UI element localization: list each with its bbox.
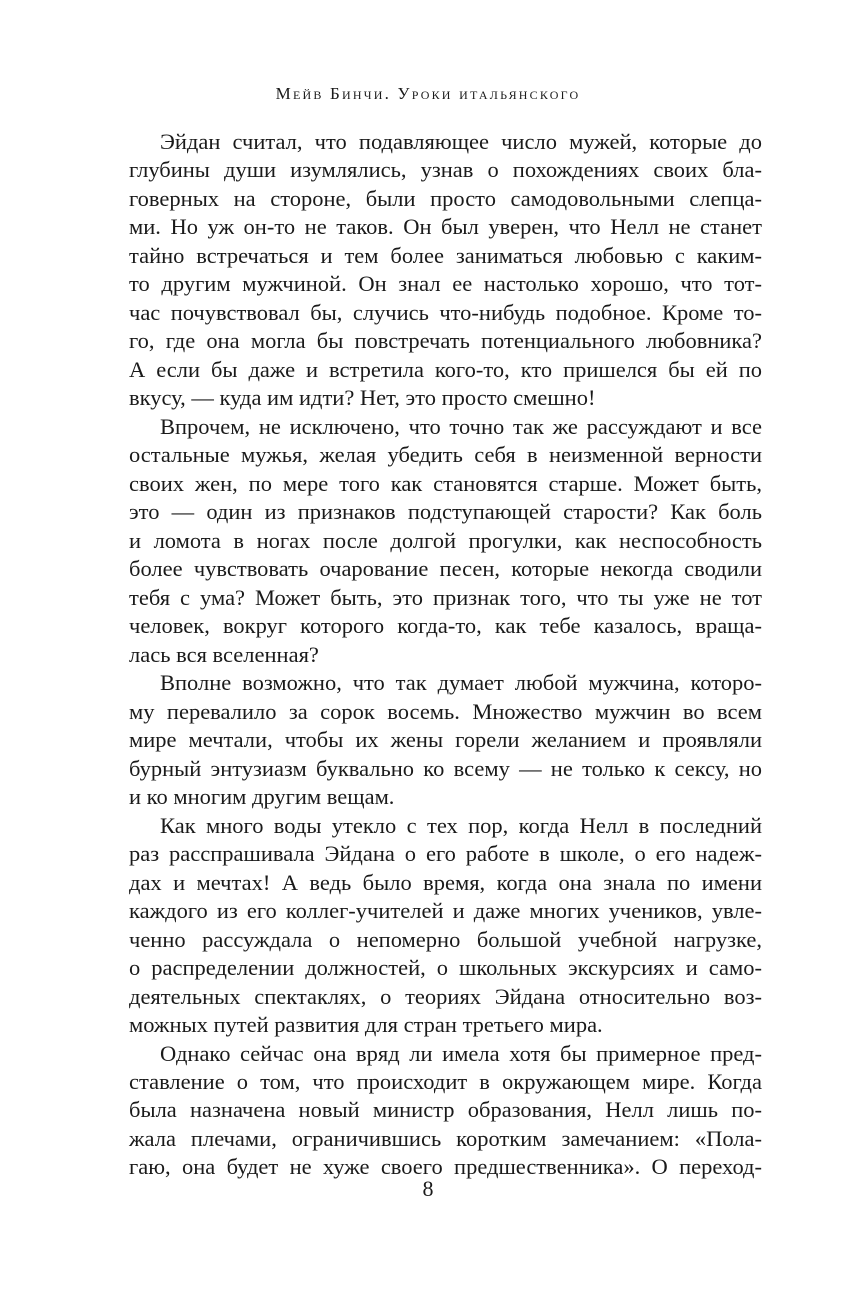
text-line: и ломота в ногах после долгой прогулки, как неспособность xyxy=(129,527,762,553)
text-line: глубины души изумлялись, узнав о похождениях своих бла- xyxy=(129,157,762,183)
text-line: своих жен, по мере того как становятся старше. Может быть, xyxy=(129,470,762,496)
paragraph xyxy=(129,812,762,1040)
text-line: говерных на стороне, были просто самодовольными слепца- xyxy=(129,185,762,211)
paragraph xyxy=(129,128,762,413)
text-line: ставление о том, что происходит в окружающем мире. Когда xyxy=(129,1068,762,1094)
text-line: раз расспрашивала Эйдана о его работе в школе, о его надеж- xyxy=(129,841,762,867)
text-line: это — один из признаков подступающей старости? Как боль xyxy=(129,499,762,525)
text-line: бурный энтузиазм буквально ко всему — не только к сексу, но xyxy=(129,755,762,781)
text-line: ченно рассуждала о непомерно большой учебной нагрузке, xyxy=(129,926,762,952)
text-line: гаю, она будет не хуже своего предшественника». О переход- xyxy=(129,1154,762,1180)
paragraph xyxy=(129,669,762,811)
text-line: му перевалило за сорок восемь. Множество мужчин во всем xyxy=(129,698,762,724)
text-line: ми. Но уж он-то не таков. Он был уверен, что Нелл не станет xyxy=(129,214,762,240)
text-line: деятельных спектаклях, о теориях Эйдана относительно воз- xyxy=(129,983,762,1009)
text-line: час почувствовал бы, случись что-нибудь подобное. Кроме то- xyxy=(129,299,762,325)
text-line: каждого из его коллег-учителей и даже многих учеников, увле- xyxy=(129,898,762,924)
running-header: Мейв Бинчи. Уроки итальянского xyxy=(275,84,581,103)
text-line: Впрочем, не исключено, что точно так же рассуждают и все xyxy=(160,413,762,439)
text-line: тебя с ума? Может быть, это признак того, что ты уже не тот xyxy=(129,584,762,610)
text-line: о распределении должностей, о школьных экскурсиях и само- xyxy=(129,955,762,981)
text-line: вкусу, — куда им идти? Нет, это просто смешно! xyxy=(129,385,596,411)
text-line: тайно встречаться и тем более заниматься любовью с каким- xyxy=(129,242,762,268)
paragraph xyxy=(129,1040,762,1182)
text-line: Однако сейчас она вряд ли имела хотя бы примерное пред- xyxy=(160,1040,762,1066)
page-number: 8 xyxy=(422,1176,434,1201)
text-line: дах и мечтах! А ведь было время, когда она знала по имени xyxy=(129,869,762,895)
text-line: лась вся вселенная? xyxy=(129,641,319,667)
text-line: жала плечами, ограничившись коротким замечанием: «Пола- xyxy=(129,1125,762,1151)
text-line: более чувствовать очарование песен, которые некогда сводили xyxy=(129,556,762,582)
text-line: мире мечтали, чтобы их жены горели желанием и проявляли xyxy=(129,727,762,753)
text-line: Эйдан считал, что подавляющее число мужей, которые до xyxy=(160,129,762,154)
text-line: Как много воды утекло с тех пор, когда Нелл в последний xyxy=(160,812,762,838)
text-line: то другим мужчиной. Он знал ее настолько хорошо, что тот- xyxy=(129,271,762,297)
text-line: Вполне возможно, что так думает любой мужчина, которо- xyxy=(160,670,762,696)
paragraph xyxy=(129,413,762,669)
text-line: и ко многим другим вещам. xyxy=(129,784,395,810)
text-line: остальные мужья, желая убедить себя в неизменной верности xyxy=(129,442,762,468)
text-line: была назначена новый министр образования, Нелл лишь по- xyxy=(129,1097,762,1123)
text-line: можных путей развития для стран третьего мира. xyxy=(129,1012,603,1038)
text-line: человек, вокруг которого когда-то, как тебе казалось, враща- xyxy=(129,613,762,639)
text-line: го, где она могла бы повстречать потенциального любовника? xyxy=(129,328,762,354)
body-text xyxy=(129,128,762,1182)
text-line: А если бы даже и встретила кого-то, кто пришелся бы ей по xyxy=(129,356,762,382)
